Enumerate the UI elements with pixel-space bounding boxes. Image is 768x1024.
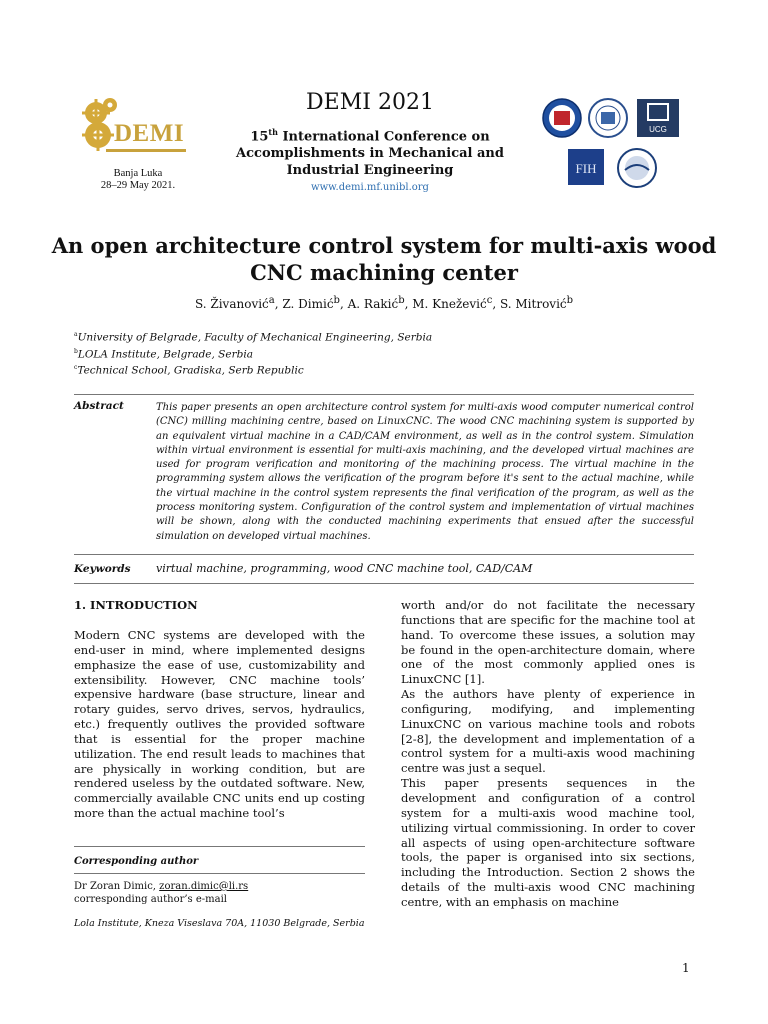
author-name-text: Dr Zoran Dimic, [74, 881, 160, 892]
venue-city: Banja Luka [113, 168, 163, 179]
page-number: 1 [682, 961, 690, 975]
footnote-heading: Corresponding author [74, 856, 199, 867]
affiliation-item: $^b$LOLA Institute, Belgrade, Serbia [74, 347, 253, 360]
keywords-text: virtual machine, programming, wood CNC machine tool, CAD/CAM [156, 562, 533, 575]
abstract-top-rule [74, 394, 694, 395]
conference-ordinal-suffix: th [268, 127, 278, 137]
partner-logos [540, 94, 690, 194]
right-column [401, 598, 695, 910]
abstract-bottom-rule [74, 554, 694, 555]
paper-title-line1: An open architecture control system for multi-axis wood [51, 233, 717, 258]
abstract-text: This paper presents an open architecture control system for multi-axis wood computer numerical control (CNC) milling machining centre, based on LinuxCNC. The wood CNC machining system is supported by an equivalent virtual machine in a CAD/CAM environment, as well as in the control system. Simulation within virtual environment is essential for multi-axis machining, and the developed virtual machines are used for program verification and monitoring of the machining process. The virtual machine in the programming system allows the verification of the program before it's sent to the actual machine, while the virtual machine in the control system represents the final verification of the program, as well as the process monitoring system. Configuration of the control system and implementation of virtual machines will be shown, along with the conducted machining experiments that ensued after the successful simulation on developed virtual machines. [156, 402, 694, 542]
footnote-rule [74, 846, 365, 847]
author-email-link[interactable]: zoran.dimic@li.rs [159, 881, 249, 892]
affiliation-item: $^a$University of Belgrade, Faculty of Mechanical Engineering, Serbia [74, 331, 433, 344]
author-name: A. Rakić [347, 297, 399, 311]
email-note: corresponding author’s e-mail [74, 894, 228, 905]
seal-icon [589, 99, 627, 137]
body-paragraph: This paper presents sequences in the development and configuration of a control system for a multi-axis wood machine tool, utilizing virtual commissioning. In order to cover all aspects of using open-architecture software tools, the paper is organised into six sections, including the Introduction. Section 2 shows the details of the multi-axis wood CNC machining centre, with an emphasis on machine [401, 776, 695, 909]
keywords-bottom-rule [74, 583, 694, 584]
author-name: S. Mitrović [499, 297, 567, 311]
author-name: Z. Dimić [282, 297, 334, 311]
affiliation-list [74, 328, 674, 378]
body-paragraph: As the authors have plenty of experience in configuring, modifying, and implementing LinuxCNC on various machine tools and robots [2-8], the development and implementation of a control system for a multi-axis wood machining centre was just a sequel. [401, 687, 695, 776]
paper-title [50, 232, 718, 286]
svg-text:FIH: FIH [575, 161, 597, 176]
conference-title: DEMI 2021 [306, 90, 434, 115]
partner-logos-svg [540, 94, 690, 194]
demi-logo [80, 95, 192, 157]
conference-ordinal: 15 [250, 129, 269, 145]
author-name: S. Živanović [194, 297, 269, 311]
corresponding-author [74, 880, 248, 906]
body-paragraph: worth and/or do not facilitate the necessary functions that are specific for the machine tool at hand. To overcome these issues, a solution may be found in the open-architecture domain, where one of the most commonly applied ones is LinuxCNC [1]. [401, 598, 695, 687]
fih-logo-icon [568, 149, 604, 185]
conference-line3: Industrial Engineering [286, 163, 454, 179]
paper-title-line2: CNC machining center [250, 260, 518, 285]
left-column [74, 628, 365, 821]
ucg-logo-icon [637, 99, 679, 137]
abstract-label: Abstract [74, 400, 124, 412]
section-heading: 1. INTRODUCTION [74, 598, 198, 612]
round-emblem-icon [618, 149, 656, 187]
author-name: M. Knežević [412, 297, 487, 311]
affiliation-item: $^c$Technical School, Gradiska, Serb Republic [74, 364, 304, 377]
keywords-label: Keywords [74, 563, 131, 575]
conference-line1: International Conference on [277, 129, 490, 145]
university-emblem-icon [543, 99, 581, 137]
conference-url[interactable]: www.demi.mf.unibl.org [311, 182, 429, 193]
conference-subtitle [222, 124, 518, 179]
author-list: S. Živanović$^a$, Z. Dimić$^b$, A. Rakić$^b$, M. Knežević$^c$, S. Mitrović$^b$ [194, 295, 574, 311]
venue-info [80, 168, 196, 192]
author-affiliation-mark: b [333, 295, 340, 306]
author-affiliation-mark: b [566, 295, 574, 306]
venue-date: 28–29 May 2021. [100, 180, 176, 191]
logo-wordmark: DEMI [114, 120, 185, 147]
author-address: Lola Institute, Kneza Viseslava 70A, 11030 Belgrade, Serbia [74, 918, 365, 929]
body-paragraph: Modern CNC systems are developed with the end-user in mind, where implemented designs emphasize the ease of use, customizability and extensibility. However, CNC machine tools’ expensive hardware (base structure, linear and rotary guides, servo drives, servos, hydraulics, etc.) frequently outlives the provided software that is essential for the proper machine utilization. The end result leads to machines that are physically in working condition, but are rendered useless by the outdated software. New, commercially available CNC units end up costing more than the actual machine tool’s [74, 628, 365, 821]
footnote-rule-2 [74, 873, 365, 874]
svg-text:UCG: UCG [649, 125, 667, 134]
author-affiliation-mark: b [398, 295, 405, 306]
author-affiliation-mark: a [268, 295, 275, 306]
author-affiliation-mark: c [486, 295, 493, 306]
conference-line2: Accomplishments in Mechanical and [236, 146, 504, 162]
